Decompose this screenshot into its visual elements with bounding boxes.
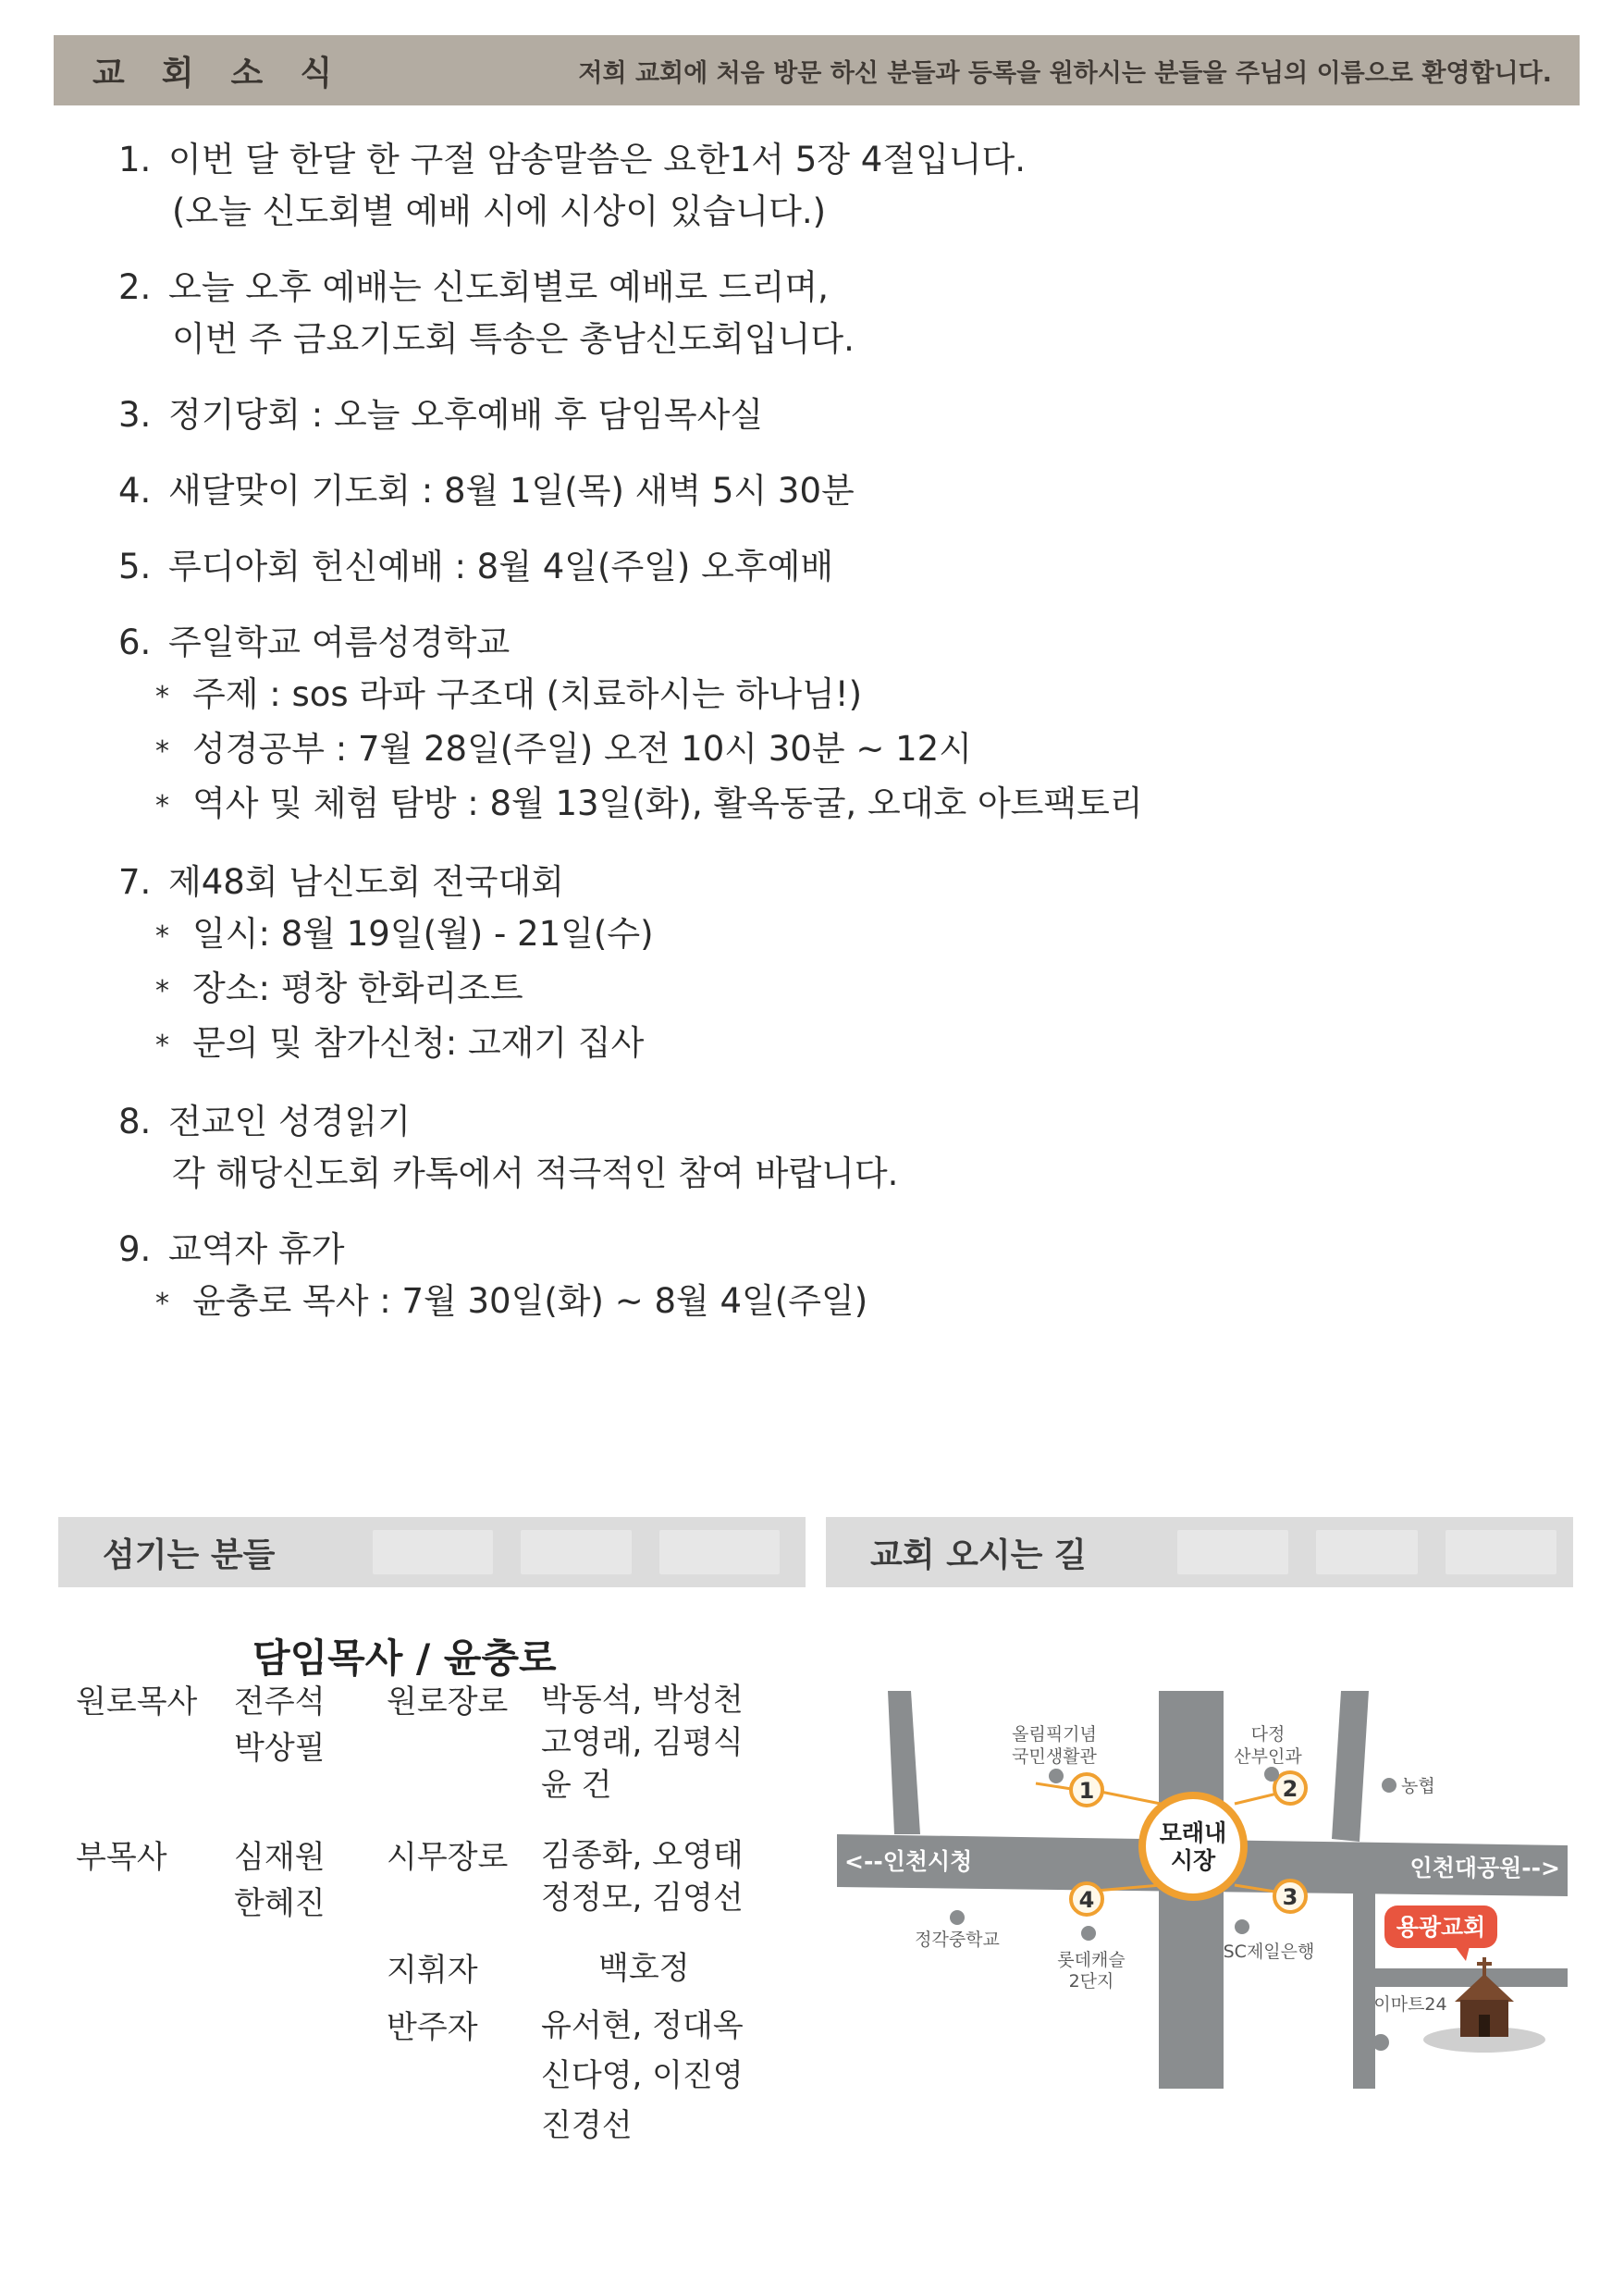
church-badge-pointer <box>1455 1946 1470 1961</box>
senior-pastor: 담임목사 / 윤충로 <box>252 1635 557 1681</box>
bullet-text: 일시: 8월 19일(월) - 21일(수) <box>192 914 654 954</box>
road-diagonal <box>888 1691 920 1834</box>
news-item-title <box>118 541 1506 593</box>
market-label: 시장 <box>1170 1847 1216 1874</box>
staff-role: 시무장로 <box>387 1839 509 1876</box>
news-item-title <box>118 134 1506 186</box>
bullet-text: 장소: 평창 한화리조트 <box>192 968 523 1008</box>
news-item-number: 9. <box>118 1229 152 1269</box>
place-label: 산부인과 <box>1234 1746 1302 1767</box>
news-item <box>118 617 1506 832</box>
asterisk-bullet-icon: * <box>155 735 169 768</box>
news-item-number: 6. <box>118 623 152 662</box>
bullet-text: 문의 및 참가신청: 고재기 집사 <box>192 1023 645 1063</box>
news-item-title <box>118 465 1506 517</box>
news-item-number: 4. <box>118 471 152 511</box>
news-item-number: 5. <box>118 547 152 586</box>
news-item-text: 새달맞이 기도회 : 8월 1일(목) 새벽 5시 30분 <box>168 471 855 511</box>
staff-name: 진경선 <box>541 2107 633 2144</box>
staff-role: 부목사 <box>76 1839 167 1876</box>
staff-name: 윤 건 <box>541 1767 612 1804</box>
marker-number: 3 <box>1282 1884 1298 1910</box>
asterisk-bullet-icon: * <box>155 920 169 953</box>
news-item-title <box>118 262 1506 314</box>
news-item <box>118 857 1506 1072</box>
news-item <box>118 1224 1506 1330</box>
news-item-number: 8. <box>118 1102 152 1141</box>
staff-name: 김종화, 오영태 <box>541 1837 744 1874</box>
news-item-text: 오늘 오후 예배는 신도회별로 예배로 드리며, <box>168 267 829 307</box>
news-item <box>118 541 1506 593</box>
news-item-text: 이번 달 한달 한 구절 암송말씀은 요한1서 5장 4절입니다. <box>168 140 1027 179</box>
news-item-title <box>118 1224 1506 1276</box>
asterisk-bullet-icon: * <box>155 1030 169 1062</box>
staff-role: 원로장로 <box>387 1684 509 1720</box>
news-item <box>118 465 1506 517</box>
asterisk-bullet-icon: * <box>155 790 169 822</box>
place-label: 농협 <box>1401 1776 1435 1796</box>
news-item-continuation: 각 해당신도회 카톡에서 적극적인 참여 바랍니다. <box>172 1153 899 1193</box>
news-item-continuation: 이번 주 금요기도회 특송은 총남신도회입니다. <box>172 319 855 359</box>
place-dot-icon <box>1264 1767 1279 1782</box>
place-dot-icon <box>1372 2034 1389 2051</box>
road-lower-right <box>1353 1887 1375 2089</box>
news-list <box>118 134 1506 1354</box>
map-graphic <box>837 1691 1568 2089</box>
place-label: 국민생활관 <box>1012 1746 1097 1767</box>
market-ring <box>1142 1795 1244 1897</box>
staff-section-title: 섬기는 분들 <box>103 1536 276 1574</box>
place-label: 2단지 <box>1068 1971 1114 1992</box>
news-item-title <box>118 857 1506 908</box>
place-dot-icon <box>1235 1919 1249 1934</box>
news-item-title <box>118 1096 1506 1148</box>
staff-name: 고영래, 김평식 <box>541 1724 744 1761</box>
news-item-number: 2. <box>118 267 152 307</box>
news-item-title <box>118 617 1506 669</box>
staff-name: 정정모, 김영선 <box>541 1880 744 1917</box>
news-item-text: 교역자 휴가 <box>168 1229 345 1269</box>
road-branch <box>1353 1968 1568 1987</box>
news-item-text: 정기당회 : 오늘 오후예배 후 담임목사실 <box>168 395 764 435</box>
bullet-text: 윤충로 목사 : 7월 30일(화) ~ 8월 4일(주일) <box>192 1281 868 1321</box>
bullet-text: 주제 : sos 라파 구조대 (치료하시는 하나님!) <box>192 674 863 714</box>
news-item-number: 7. <box>118 862 152 902</box>
news-item-number: 3. <box>118 395 152 435</box>
news-item <box>118 262 1506 365</box>
place-label: 다정 <box>1250 1724 1286 1745</box>
staff-section-header <box>58 1517 806 1587</box>
news-item-continuation: (오늘 신도회별 예배 시에 시상이 있습니다.) <box>172 191 827 231</box>
news-item-bullet <box>118 963 1506 1018</box>
banner-title: 교회소식 <box>92 54 370 92</box>
news-item-number: 1. <box>118 140 152 179</box>
staff-name: 신다영, 이진영 <box>541 2057 744 2094</box>
staff-col2-names <box>541 1679 744 2147</box>
place-label: 롯데캐슬 <box>1057 1950 1126 1970</box>
staff-name: 유서현, 정대옥 <box>541 2007 744 2044</box>
place-label: 이마트24 <box>1373 1994 1447 2015</box>
place-label: SC제일은행 <box>1223 1942 1315 1962</box>
east-direction-label: 인천대공원--> <box>1409 1855 1560 1881</box>
staff-role: 지휘자 <box>387 1952 478 1989</box>
map-section-header <box>826 1517 1573 1587</box>
news-item-bullet <box>118 669 1506 723</box>
staff-name: 한혜진 <box>234 1885 326 1922</box>
news-item <box>118 134 1506 238</box>
place-dot-icon <box>1081 1926 1096 1941</box>
marker-number: 1 <box>1078 1778 1095 1804</box>
staff-role: 원로목사 <box>76 1684 198 1720</box>
bullet-text: 성경공부 : 7월 28일(주일) 오전 10시 30분 ~ 12시 <box>192 729 972 769</box>
marker-number: 2 <box>1282 1776 1298 1802</box>
asterisk-bullet-icon: * <box>155 1288 169 1320</box>
bullet-text: 역사 및 체험 탐방 : 8월 13일(화), 활옥동굴, 오대호 아트팩토리 <box>192 783 1143 823</box>
news-item-bullet <box>118 778 1506 832</box>
place-dot-icon <box>1049 1769 1064 1783</box>
connector-line <box>1096 1791 1161 1804</box>
news-item-bullet <box>118 1276 1506 1330</box>
news-item-bullet <box>118 1018 1506 1072</box>
news-item-text: 제48회 남신도회 전국대회 <box>168 862 565 902</box>
asterisk-bullet-icon: * <box>155 975 169 1007</box>
road-right <box>1332 1691 1369 1842</box>
staff-name: 전주석 <box>234 1684 326 1720</box>
place-dot-icon <box>950 1910 965 1925</box>
staff-name: 백호정 <box>598 1950 690 1987</box>
market-label: 모래내 <box>1159 1819 1227 1846</box>
news-item-title <box>118 389 1506 441</box>
staff-col1-roles <box>76 1679 197 1881</box>
map-section-title: 교회 오시는 길 <box>870 1536 1087 1574</box>
banner-subtitle: 저희 교회에 처음 방문 하신 분들과 등록을 원하시는 분들을 주님의 이름으로 환영합니다. <box>578 58 1552 88</box>
staff-col1-names <box>234 1679 326 1927</box>
staff-name: 박동석, 박성천 <box>541 1682 744 1719</box>
news-item <box>118 389 1506 441</box>
staff-col2-roles <box>387 1679 508 2051</box>
church-location-map <box>837 1691 1568 2089</box>
asterisk-bullet-icon: * <box>155 681 169 713</box>
place-label: 정각중학교 <box>915 1930 1000 1950</box>
church-name-label: 용광교회 <box>1396 1914 1486 1941</box>
news-banner <box>54 35 1580 105</box>
staff-name: 박상필 <box>234 1730 326 1767</box>
marker-number: 4 <box>1078 1887 1095 1913</box>
news-item-bullet <box>118 908 1506 963</box>
news-item <box>118 1096 1506 1200</box>
west-direction-label: <--인천시청 <box>844 1848 973 1875</box>
news-item-bullet <box>118 723 1506 778</box>
news-item-text: 루디아회 헌신예배 : 8월 4일(주일) 오후예배 <box>168 547 834 586</box>
place-label: 올림픽기념 <box>1012 1724 1097 1745</box>
news-item-text: 주일학교 여름성경학교 <box>168 623 511 662</box>
news-item-text: 전교인 성경읽기 <box>168 1102 411 1141</box>
staff-name: 심재원 <box>234 1839 326 1876</box>
staff-role: 반주자 <box>387 2009 478 2046</box>
place-dot-icon <box>1382 1778 1396 1793</box>
